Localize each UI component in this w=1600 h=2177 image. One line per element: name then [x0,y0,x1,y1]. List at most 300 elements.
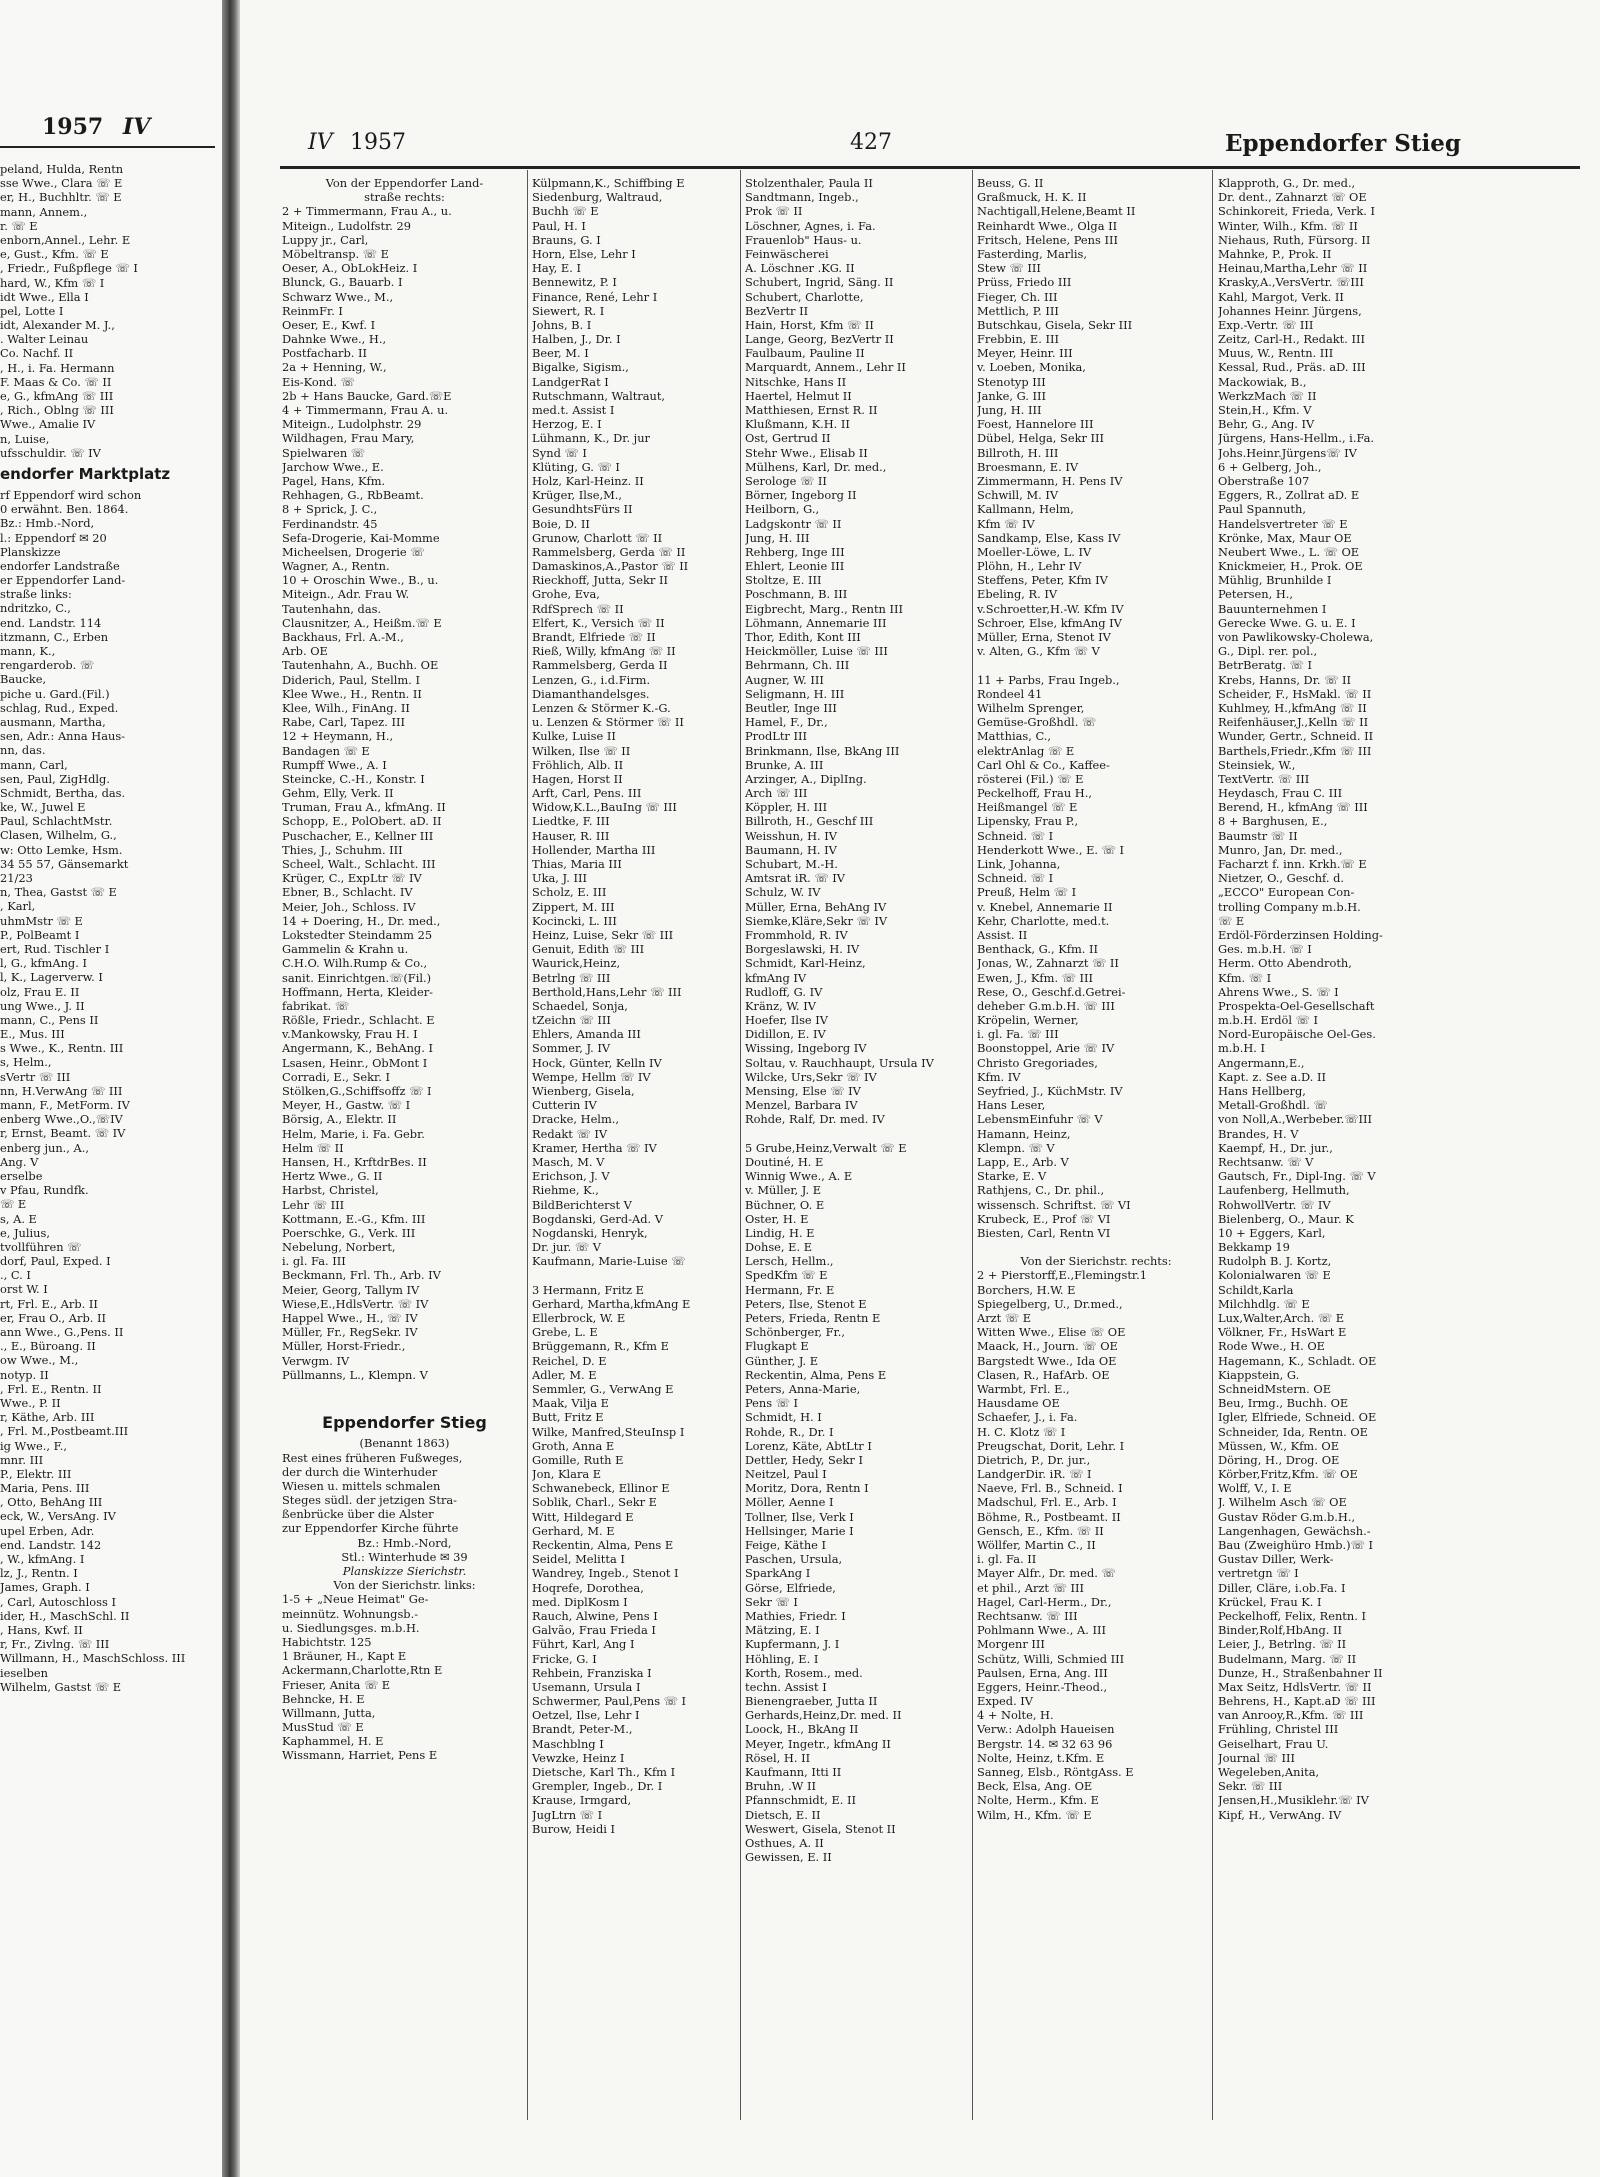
directory-line: Rechtsanw. ☏ V [1218,1154,1314,1169]
directory-line: Berend, H., kfmAng ☏ III [1218,800,1368,815]
directory-line: Sekr ☏ I [745,1594,798,1609]
directory-line: Ferdinandstr. 45 [282,516,378,531]
directory-line: Niehaus, Ruth, Fürsorg. II [1218,232,1371,247]
directory-line: Mätzing, E. I [745,1623,820,1638]
directory-line: enborn,Annel., Lehr. E [0,232,131,247]
directory-line: i. gl. Fa. ☏ III [977,1027,1059,1042]
directory-line: Kahl, Margot, Verk. II [1218,289,1344,304]
directory-line: Rudloff, G. IV [745,984,823,999]
directory-line: Siemke,Kläre,Sekr ☏ IV [745,913,888,928]
directory-line: Igler, Elfriede, Schneid. OE [1218,1410,1377,1425]
directory-line: Hans Leser, [977,1098,1046,1113]
directory-line: Billroth, H., Geschf III [745,814,874,829]
directory-line: Preuß, Helm ☏ I [977,885,1077,900]
directory-line [977,658,1215,672]
directory-line: Ebeling, R. IV [977,587,1058,602]
directory-line: Lorenz, Käte, AbtLtr I [745,1438,872,1453]
directory-line: Bekkamp 19 [1218,1240,1290,1255]
directory-line: Puschacher, E., Kellner III [282,828,434,843]
directory-line: Journal ☏ III [1218,1750,1295,1765]
directory-line: Oetzel, Ilse, Lehr I [532,1708,640,1723]
directory-line: r, Fr., Zivlng. ☏ III [0,1637,110,1652]
directory-line: Butschkau, Gisela, Sekr III [977,317,1133,332]
directory-line: fabrikat. ☏ [282,998,350,1013]
directory-line: v.Mankowsky, Frau H. I [282,1027,418,1042]
directory-line: Paul, H. I [532,218,586,233]
directory-line: Boie, D. II [532,516,590,531]
directory-line: Diamanthandelsges. [532,686,650,701]
directory-line: Weswert, Gisela, Stenot II [745,1821,896,1836]
directory-line: Menzel, Barbara IV [745,1098,858,1113]
directory-line: Rondeel 41 [977,686,1043,701]
directory-line: P., Elektr. III [0,1466,72,1481]
directory-line: i. gl. Fa. III [282,1254,346,1269]
directory-line: Carl Ohl & Co., Kaffee- [977,757,1110,772]
directory-line: BezVertr II [745,303,809,318]
directory-line: WerkzMach ☏ II [1218,388,1317,403]
directory-line: Didillon, E. IV [745,1027,826,1042]
directory-line: JugLtrn ☏ I [532,1807,603,1822]
directory-line: rf Eppendorf wird schon [0,487,142,502]
directory-line: Dracke, Helm., [532,1112,619,1127]
directory-line: Heinz, Luise, Sekr ☏ III [532,927,674,942]
directory-line: Wegeleben,Anita, [1218,1765,1320,1779]
directory-line: 0 erwähnt. Ben. 1864. [0,502,129,517]
directory-line: Schwill, M. IV [977,488,1059,503]
directory-line: Berthold,Hans,Lehr ☏ III [532,984,682,999]
directory-line: Wagner, A., Rentn. [282,559,390,574]
directory-line: Augner, W. III [745,672,824,687]
directory-line: 34 55 57, Gänsemarkt [0,856,129,871]
directory-line: Rabe, Carl, Tapez. III [282,715,406,730]
directory-line: Redakt ☏ IV [532,1126,608,1141]
directory-line: SpedKfm ☏ E [745,1268,828,1283]
directory-line: Hans Hellberg, [1218,1084,1306,1098]
directory-line: Burow, Heidi I [532,1821,616,1836]
directory-line: Thor, Edith, Kont III [745,630,861,644]
directory-line: Gustav Röder G.m.b.H., [1218,1509,1356,1524]
directory-line: 4 + Nolte, H. [977,1708,1054,1723]
directory-line: peland, Hulda, Rentn [0,162,124,176]
directory-line: Moritz, Dora, Rentn I [745,1481,869,1496]
directory-line: Brunke, A. III [745,757,824,772]
directory-column-5 [1218,176,1523,1822]
directory-line: Assist. II [977,927,1028,942]
directory-line: Mathies, Friedr. I [745,1608,846,1623]
directory-line: Damaskinos,A.,Pastor ☏ II [532,559,689,574]
directory-line: Ewen, J., Kfm. ☏ III [977,970,1094,985]
directory-line: Maack, H., Journ. ☏ OE [977,1339,1118,1354]
directory-line: Scheel, Walt., Schlacht. III [282,857,436,871]
directory-line: Finance, René, Lehr I [532,289,658,304]
directory-line: Krause, Irmgard, [532,1793,632,1808]
directory-line: Blunck, G., Bauarb. I [282,275,403,290]
directory-line: Wöllfer, Martin C., II [977,1538,1096,1552]
directory-line [977,1240,1215,1254]
directory-line: Nietzer, O., Geschf. d. [1218,871,1345,886]
directory-line: Nebelung, Norbert, [282,1240,396,1255]
directory-line: Billroth, H. III [977,445,1059,460]
directory-line: Kehr, Charlotte, med.t. [977,913,1110,928]
directory-line: Grebe, L. E [532,1325,598,1340]
directory-line: mnr. III [0,1452,44,1467]
directory-line: ider, H., MaschSchl. II [0,1608,130,1623]
directory-line: Frauenlob" Haus- u. [745,232,862,247]
directory-line: Mayer Alfr., Dr. med. ☏ [977,1566,1116,1581]
directory-line: Max Seitz, HdlsVertr. ☏ II [1218,1679,1372,1694]
directory-line [745,1127,990,1141]
directory-line: Johns, B. I [532,317,592,332]
directory-line: Wilcke, Urs,Sekr ☏ IV [745,1069,877,1084]
directory-line: Müller, Fr., RegSekr. IV [282,1325,418,1340]
directory-line: Sandkamp, Else, Kass IV [977,530,1121,545]
directory-line: Naeve, Frl. B., Schneid. I [977,1481,1123,1496]
directory-line: Dübel, Helga, Sekr III [977,431,1105,446]
directory-line: Gehm, Elly, Verk. II [282,786,394,801]
directory-line: Nogdanski, Henryk, [532,1225,648,1240]
directory-line [282,1396,527,1410]
directory-line: enberg Wwe.,O.,☏IV [0,1112,123,1127]
directory-line: Truman, Frau A., kfmAng. II [282,800,446,815]
directory-line: Gerecke Wwe. G. u. E. I [1218,615,1356,630]
directory-line: kfmAng IV [745,970,807,985]
directory-line: Höhling, E. I [745,1651,819,1666]
street-title: Eppendorfer Stieg [1225,130,1461,157]
directory-line: Bau (Zweighüro Hmb.)☏ I [1218,1538,1373,1552]
directory-line: Klüting, G. ☏ I [532,459,620,474]
directory-line: Luppy jr., Carl, [282,232,369,247]
directory-line: Uka, J. III [532,871,587,886]
directory-line: C.H.O. Wilh.Rump & Co., [282,956,428,971]
directory-line: Dahnke Wwe., H., [282,332,387,347]
directory-line: Marquardt, Annem., Lehr II [745,360,906,375]
directory-line: Wienberg, Gisela, [532,1084,635,1098]
header-rule [280,166,1580,169]
directory-line: G., Dipl. rer. pol., [1218,644,1318,659]
directory-line: Sandtmann, Ingeb., [745,190,859,205]
directory-line: r, Ernst, Beamt. ☏ IV [0,1126,126,1141]
directory-line: Eggers, Heinr.-Theod., [977,1679,1108,1694]
directory-line: ig Wwe., F., [0,1438,67,1453]
directory-line: Poerschke, G., Verk. III [282,1225,416,1240]
directory-line: Führt, Karl, Ang I [532,1637,635,1652]
directory-line: Rieckhoff, Jutta, Sekr II [532,573,668,588]
directory-line: SchneidMstern. OE [1218,1381,1332,1396]
directory-line: Helm, Marie, i. Fa. Gebr. [282,1126,425,1141]
directory-line: Hamann, Heinz, [977,1126,1071,1141]
directory-line: Klempn. ☏ V [977,1140,1055,1155]
directory-line: Faulbaum, Pauline II [745,346,865,361]
directory-line: Ahrens Wwe., S. ☏ I [1218,984,1339,999]
directory-line: Pohlmann Wwe., A. III [977,1623,1106,1638]
directory-line: Broesmann, E. IV [977,459,1079,474]
directory-line: Görse, Elfriede, [745,1580,836,1595]
directory-line: Ehlers, Amanda III [532,1027,641,1042]
directory-line: Doutiné, H. E [745,1154,824,1169]
directory-line: Witten Wwe., Elise ☏ OE [977,1325,1126,1340]
directory-line: ., E., Büroang. II [0,1339,96,1354]
directory-line: Semmler, G., VerwAng E [532,1381,674,1396]
directory-line: Synd ☏ I [532,445,587,460]
directory-line: Wunder, Gertr., Schneid. II [1218,729,1374,744]
directory-line: v. Alten, G., Kfm ☏ V [977,644,1100,659]
directory-line: Pens ☏ I [745,1396,799,1411]
directory-line: Schönberger, Fr., [745,1325,845,1340]
directory-line: mann, Carl, [0,757,68,772]
directory-line: Schmidt, H. I [745,1410,822,1425]
directory-line: Schwarz Wwe., M., [282,289,394,304]
directory-line: Kottmann, E.-G., Kfm. III [282,1211,426,1226]
directory-line: Prüss, Friedo III [977,275,1072,290]
previous-page-part: IV [122,114,151,140]
directory-line: GesundhtsFürs II [532,502,633,517]
directory-line: notyp. II [0,1367,49,1382]
directory-line: Arch ☏ III [745,786,808,801]
directory-line: Lux,Walter,Arch. ☏ E [1218,1311,1345,1325]
directory-line: Willmann, H., MaschSchloss. III [0,1651,186,1666]
directory-line: Bruhn, .W II [745,1779,817,1794]
directory-line: upel Erben, Adr. [0,1523,95,1538]
directory-line: Lokstedter Steindamm 25 [282,927,433,942]
directory-line: Buchh ☏ E [532,204,599,219]
directory-line: e, Gust., Kfm. ☏ E [0,247,109,262]
directory-line: Preugschat, Dorit, Lehr. I [977,1438,1125,1453]
directory-line: schlag, Rud., Exped. [0,700,119,715]
directory-line: Lapp, E., Arb. V [977,1154,1069,1169]
directory-line: Oster, H. E [745,1211,809,1226]
directory-line: Grempler, Ingeb., Dr. I [532,1779,663,1794]
directory-line: u. Siedlungsges. m.b.H. [282,1620,420,1635]
directory-line: Groth, Anna E [532,1438,615,1453]
directory-line: Rehbein, Franziska I [532,1665,652,1680]
directory-line: Neitzel, Paul I [745,1467,827,1482]
directory-line: , Karl, [0,899,36,914]
directory-line: Rutschmann, Waltraut, [532,388,666,403]
directory-line: Behncke, H. E [282,1691,365,1706]
directory-line: Gammelin & Krahn u. [282,942,409,957]
directory-line: Grunow, Charlott ☏ II [532,530,663,545]
directory-line: Biesten, Carl, Rentn VI [977,1225,1111,1240]
directory-line: Löschner, Agnes, i. Fa. [745,218,876,233]
directory-line: Hamel, F., Dr., [745,715,828,730]
directory-line: Maak, Vilja E [532,1396,609,1411]
directory-line: Bennewitz, P. I [532,275,617,290]
directory-line: ieselben [0,1665,48,1680]
directory-line: r. ☏ E [0,218,38,233]
directory-line: Krüger, C., ExpLtr ☏ IV [282,871,422,886]
directory-line: Lipensky, Frau P., [977,814,1079,829]
directory-line: Dietsch, E. II [745,1807,821,1822]
directory-line: Galvão, Frau Frieda I [532,1623,656,1638]
directory-line: Hansen, H., KrftdrBes. II [282,1154,427,1169]
directory-line: mann, F., MetForm. IV [0,1098,130,1112]
directory-line: Bienengraeber, Jutta II [745,1694,878,1709]
directory-line: Wiesen u. mittels schmalen [282,1478,441,1493]
directory-line: Wempe, Hellm ☏ IV [532,1069,651,1084]
directory-line: Vewzke, Heinz I [532,1750,625,1765]
directory-line: piche u. Gard.(Fil.) [0,686,110,701]
directory-line: idt, Alexander M. J., [0,318,115,333]
directory-line: ausmann, Martha, [0,714,106,729]
directory-line: v.Schroetter,H.-W. Kfm IV [977,601,1124,616]
directory-line: Schaefer, J., i. Fa. [977,1410,1078,1425]
directory-line: Nolte, Herm., Kfm. E [977,1793,1099,1808]
directory-line: Wissmann, Harriet, Pens E [282,1748,438,1763]
directory-line: ., C. I [0,1268,31,1283]
directory-line: LandgerDir. iR. ☏ I [977,1467,1092,1482]
directory-line: Herzog, E. I [532,417,602,432]
directory-line: Hoffmann, Herta, Kleider- [282,984,433,999]
directory-line: m.b.H. Erdöl ☏ I [1218,1013,1319,1028]
directory-line: Link, Johanna, [977,857,1061,871]
directory-line: med.t. Assist I [532,403,615,417]
directory-line: Harbst, Christel, [282,1183,379,1198]
directory-line: Budelmann, Marg. ☏ II [1218,1651,1357,1666]
directory-line: Stl.: Winterhude ✉ 39 [341,1549,468,1564]
directory-line: Hauser, R. III [532,828,610,843]
directory-line: Lühmann, K., Dr. jur [532,431,650,446]
directory-line: end. Landstr. 114 [0,615,102,630]
directory-line: Moeller-Löwe, L. IV [977,544,1092,559]
directory-line: Schwermer, Paul,Pens ☏ I [532,1694,687,1709]
directory-line: Schmidt, Bertha, das. [0,785,126,800]
directory-line: i. gl. Fa. II [977,1552,1037,1567]
directory-line: Kapt. z. See a.D. II [1218,1069,1326,1084]
directory-line: Kfm. IV [977,1069,1021,1084]
directory-line: , Frl. E., Rentn. II [0,1381,102,1396]
directory-line: Völkner, Fr., HsWart E [1218,1325,1347,1340]
directory-line: Oeser, E., Kwf. I [282,317,376,332]
directory-line: Beuss, G. II [977,176,1044,190]
directory-line: Fritsch, Helene, Pens III [977,232,1118,247]
directory-line: Mensing, Else ☏ IV [745,1084,861,1098]
directory-line: ann Wwe., G.,Pens. II [0,1325,124,1339]
directory-line: straße rechts: [364,190,445,205]
directory-line: Rode Wwe., H. OE [1218,1339,1325,1354]
directory-line: J. Wilhelm Asch ☏ OE [1218,1495,1347,1510]
directory-line: Widow,K.L.,BauIng ☏ III [532,800,677,815]
directory-line: v. Müller, J. E [745,1183,822,1198]
directory-line: Hoefer, Ilse IV [745,1013,828,1028]
directory-line: ow Wwe., M., [0,1353,79,1368]
directory-line: lz, J., Rentn. I [0,1566,78,1581]
directory-line: Steincke, C.-H., Konstr. I [282,771,425,786]
directory-line: Zippert, M. III [532,899,615,914]
directory-line: Steges südl. der jetzigen Stra- [282,1493,458,1508]
directory-line: BildBerichterst V [532,1197,632,1212]
directory-line: Frebbin, E. III [977,332,1059,347]
directory-line: Borgeslawski, H. IV [745,942,860,957]
directory-line: Bz.: Hmb.-Nord, [357,1535,452,1550]
directory-line: Kolonialwaren ☏ E [1218,1268,1331,1283]
directory-line: Peckelhoff, Frau H., [977,786,1092,801]
directory-line: , W., kfmAng. I [0,1552,85,1566]
directory-line: Micheelsen, Drogerie ☏ [282,544,425,559]
directory-line: Behr, G., Ang. IV [1218,417,1315,432]
directory-column-2 [532,176,780,1836]
header-part: IV [308,130,333,155]
directory-line: Fieger, Ch. III [977,289,1058,304]
directory-line: v Pfau, Rundfk. [0,1183,89,1198]
directory-line: Winter, Wilh., Kfm. ☏ II [1218,218,1358,233]
directory-line: Langenhagen, Gewächsh.- [1218,1523,1371,1538]
directory-line: Heickmöller, Luise ☏ III [745,644,888,659]
directory-line: Von der Eppendorfer Land- [325,176,484,190]
directory-line: Ost, Gertrud II [745,431,831,446]
directory-line: Böhme, R., Postbeamt. II [977,1509,1121,1524]
directory-line: Möller, Aenne I [745,1495,834,1510]
directory-line: Arzinger, A., DiplIng. [745,771,867,786]
directory-line: Erichson, J. V [532,1169,610,1184]
directory-line: Stenotyp III [977,374,1046,389]
directory-line: u. Lenzen & Störmer ☏ II [532,715,684,730]
directory-line: erselbe [0,1168,43,1183]
directory-line: Kröpelin, Werner, [977,1013,1079,1028]
directory-line: Nord-Europäische Oel-Ges. [1218,1027,1376,1042]
directory-line: Klapproth, G., Dr. med., [1218,176,1356,190]
directory-line: Schwanebeck, Ellinor E [532,1481,670,1496]
directory-line: Flugkapt E [745,1339,809,1354]
directory-line: Spiegelberg, U., Dr.med., [977,1296,1123,1311]
directory-line: Bargstedt Wwe., Ida OE [977,1353,1117,1368]
directory-line: Osthues, A. II [745,1835,824,1850]
directory-line: Milchhdlg. ☏ E [1218,1296,1310,1311]
directory-line: Oeser, A., ObLokHeiz. I [282,261,418,276]
directory-line: Beutler, Inge III [745,700,837,715]
directory-line: Krückel, Frau K. I [1218,1594,1322,1609]
directory-line: ReinmFr. I [282,303,343,318]
directory-line: Börsig, A., Elektr. II [282,1112,397,1127]
directory-line: Weisshun, H. IV [745,828,838,843]
directory-line: Müller, Horst-Friedr., [282,1339,406,1354]
directory-line: ßenbrücke über die Alster [282,1507,434,1522]
directory-line: s, A. E [0,1211,37,1226]
directory-line: eck, W., VersAng. IV [0,1509,116,1524]
directory-line: Wilm, H., Kfm. ☏ E [977,1807,1092,1822]
directory-line: Schroer, Else, kfmAng IV [977,615,1122,630]
directory-line: Wolff, V., I. E [1218,1481,1292,1496]
directory-line: Diderich, Paul, Stellm. I [282,672,420,687]
column-divider [527,170,528,2120]
directory-line: sen, Adr.: Anna Haus- [0,729,126,744]
directory-line: Horn, Else, Lehr I [532,246,636,261]
directory-line: Riehme, K., [532,1183,599,1198]
directory-line: Ebner, B., Schlacht. IV [282,885,413,900]
directory-line: der durch die Winterhuder [282,1464,438,1479]
directory-line: Planskizze Sierichstr. [342,1564,467,1578]
directory-line: w: Otto Lemke, Hsm. [0,842,123,857]
directory-line: Jon, Klara E [532,1467,602,1482]
directory-line: l, K., Lagerverw. I [0,970,103,985]
directory-line: Stein,H., Kfm. V [1218,403,1312,417]
directory-line: Plöhn, H., Lehr IV [977,559,1082,574]
directory-line: Handelsvertreter ☏ E [1218,516,1348,531]
directory-line: Munro, Jan, Dr. med., [1218,842,1343,857]
directory-line: Rauch, Alwine, Pens I [532,1608,658,1623]
directory-line: Dr. dent., Zahnarzt ☏ OE [1218,190,1367,205]
directory-line: BetrBeratg. ☏ I [1218,658,1312,673]
directory-line: Halben, J., Dr. I [532,332,621,347]
directory-line: Eppendorfer Stieg [322,1413,487,1433]
directory-line: sVertr ☏ III [0,1069,71,1084]
directory-line: Schinkoreit, Frieda, Verk. I [1218,204,1375,219]
directory-line: Wilken, Ilse ☏ II [532,743,631,758]
directory-line: Schulz, W. IV [745,885,821,900]
directory-line: 8 + Barghusen, E., [1218,814,1328,829]
directory-line: Kramer, Hertha ☏ IV [532,1140,657,1155]
directory-line: Wilhelm Sprenger, [977,700,1085,715]
directory-line: ke, W., Juwel E [0,800,86,815]
